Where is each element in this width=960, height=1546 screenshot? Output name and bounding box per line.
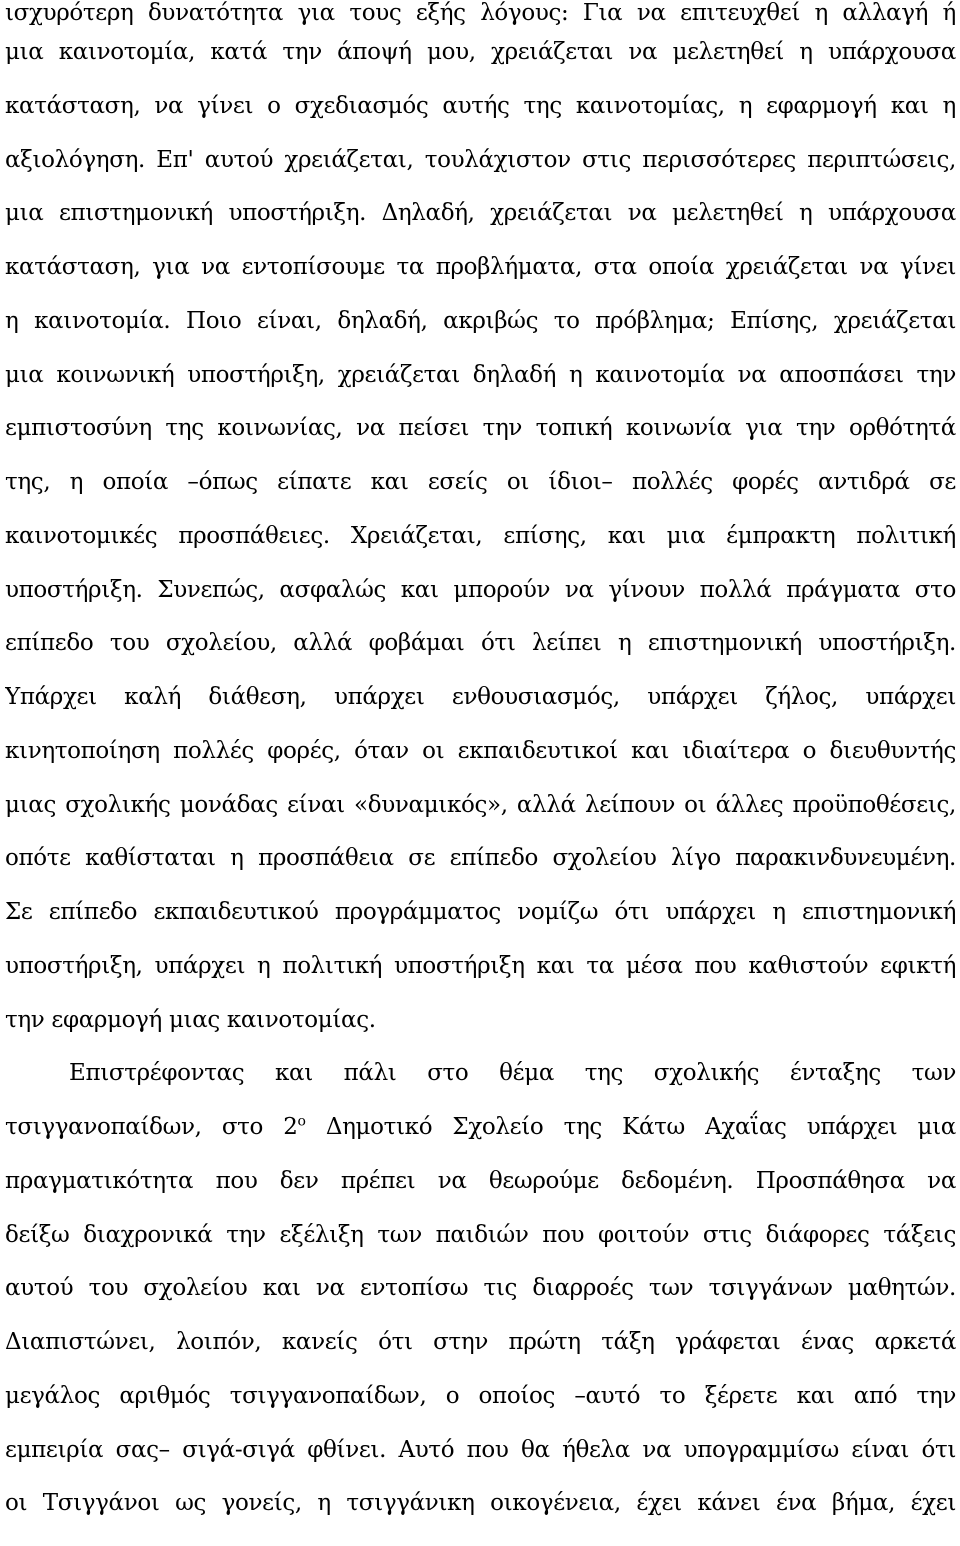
text-line: η καινοτομία. Ποιο είναι, δηλαδή, ακριβώς το πρόβλημα; Επίσης, χρειάζεται bbox=[5, 307, 956, 334]
text-line: αυτού του σχολείου και να εντοπίσω τις διαρροές των τσιγγάνων μαθητών. bbox=[5, 1275, 956, 1302]
text-line: της, η οποία –όπως είπατε και εσείς οι ίδιοι– πολλές φορές αντιδρά σε bbox=[5, 469, 956, 495]
text-line: Επιστρέφοντας και πάλι στο θέμα της σχολικής ένταξης των bbox=[69, 1060, 956, 1087]
text-segment: Δημοτικό Σχολείο της Κάτω Αχαΐας υπάρχει μια bbox=[305, 1114, 956, 1140]
text-line: κατάσταση, να γίνει ο σχεδιασμός αυτής της καινοτομίας, η εφαρμογή και η bbox=[5, 92, 956, 119]
text-line: υποστήριξη. Συνεπώς, ασφαλώς και μπορούν να γίνουν πολλά πράγματα στο bbox=[5, 576, 956, 603]
text-line: μια καινοτομία, κατά την άποψή μου, χρειάζεται να μελετηθεί η υπάρχουσα bbox=[5, 39, 956, 65]
text-line: κατάσταση, για να εντοπίσουμε τα προβλήματα, στα οποία χρειάζεται να γίνει bbox=[5, 254, 956, 280]
text-line: μια κοινωνική υποστήριξη, χρειάζεται δηλαδή η καινοτομία να αποσπάσει την bbox=[5, 361, 956, 388]
text-line-with-superscript bbox=[5, 1101, 956, 1155]
text-line: την εφαρμογή μιας καινοτομίας. bbox=[5, 1006, 376, 1033]
text-segment: τσιγγανοπαίδων, στο 2 bbox=[5, 1114, 298, 1140]
superscript: ο bbox=[297, 1113, 306, 1130]
text-line: οι Τσιγγάνοι ως γονείς, η τσιγγάνικη οικογένεια, έχει κάνει ένα βήμα, έχει bbox=[5, 1490, 956, 1517]
paragraph-2 bbox=[5, 1047, 956, 1531]
text-line: καινοτομικές προσπάθειες. Χρειάζεται, επίσης, και μια έμπρακτη πολιτική bbox=[5, 522, 956, 549]
text-line: κινητοποίηση πολλές φορές, όταν οι εκπαιδευτικοί και ιδιαίτερα ο διευθυντής bbox=[5, 737, 956, 764]
text-line: εμπιστοσύνη της κοινωνίας, να πείσει την τοπική κοινωνία για την ορθότητά bbox=[5, 415, 956, 442]
text-line: μεγάλος αριθμός τσιγγανοπαίδων, ο οποίος –αυτό το ξέρετε και από την bbox=[5, 1382, 956, 1409]
text-line: μια επιστημονική υποστήριξη. Δηλαδή, χρειάζεται να μελετηθεί η υπάρχουσα bbox=[5, 200, 956, 227]
text-line: δείξω διαχρονικά την εξέλιξη των παιδιών που φοιτούν στις διάφορες τάξεις bbox=[5, 1221, 956, 1248]
text-line: μιας σχολικής μονάδας είναι «δυναμικός», αλλά λείπουν οι άλλες προϋποθέσεις, bbox=[5, 791, 956, 818]
text-line: αξιολόγηση. Επ' αυτού χρειάζεται, τουλάχιστον στις περισσότερες περιπτώσεις, bbox=[5, 146, 956, 173]
text-line: Σε επίπεδο εκπαιδευτικού προγράμματος νομίζω ότι υπάρχει η επιστημονική bbox=[5, 899, 956, 925]
text-line: εμπειρία σας– σιγά-σιγά φθίνει. Αυτό που θα ήθελα να υπογραμμίσω είναι ότι bbox=[5, 1436, 956, 1463]
text-line: οπότε καθίσταται η προσπάθεια σε επίπεδο σχολείου λίγο παρακινδυνευμένη. bbox=[5, 845, 956, 872]
text-line: πραγματικότητα που δεν πρέπει να θεωρούμε δεδομένη. Προσπάθησα να bbox=[5, 1167, 956, 1194]
text-line: Υπάρχει καλή διάθεση, υπάρχει ενθουσιασμός, υπάρχει ζήλος, υπάρχει bbox=[5, 684, 956, 710]
text-line: ισχυρότερη δυνατότητα για τους εξής λόγους: Για να επιτευχθεί η αλλαγή ή bbox=[5, 0, 956, 26]
text-line: υποστήριξη, υπάρχει η πολιτική υποστήριξη και τα μέσα που καθιστούν εφικτή bbox=[5, 952, 956, 979]
text-line: επίπεδο του σχολείου, αλλά φοβάμαι ότι λείπει η επιστημονική υποστήριξη. bbox=[5, 630, 956, 657]
text-line: Διαπιστώνει, λοιπόν, κανείς ότι στην πρώτη τάξη γράφεται ένας αρκετά bbox=[5, 1329, 956, 1355]
paragraph-1 bbox=[5, 0, 956, 1047]
